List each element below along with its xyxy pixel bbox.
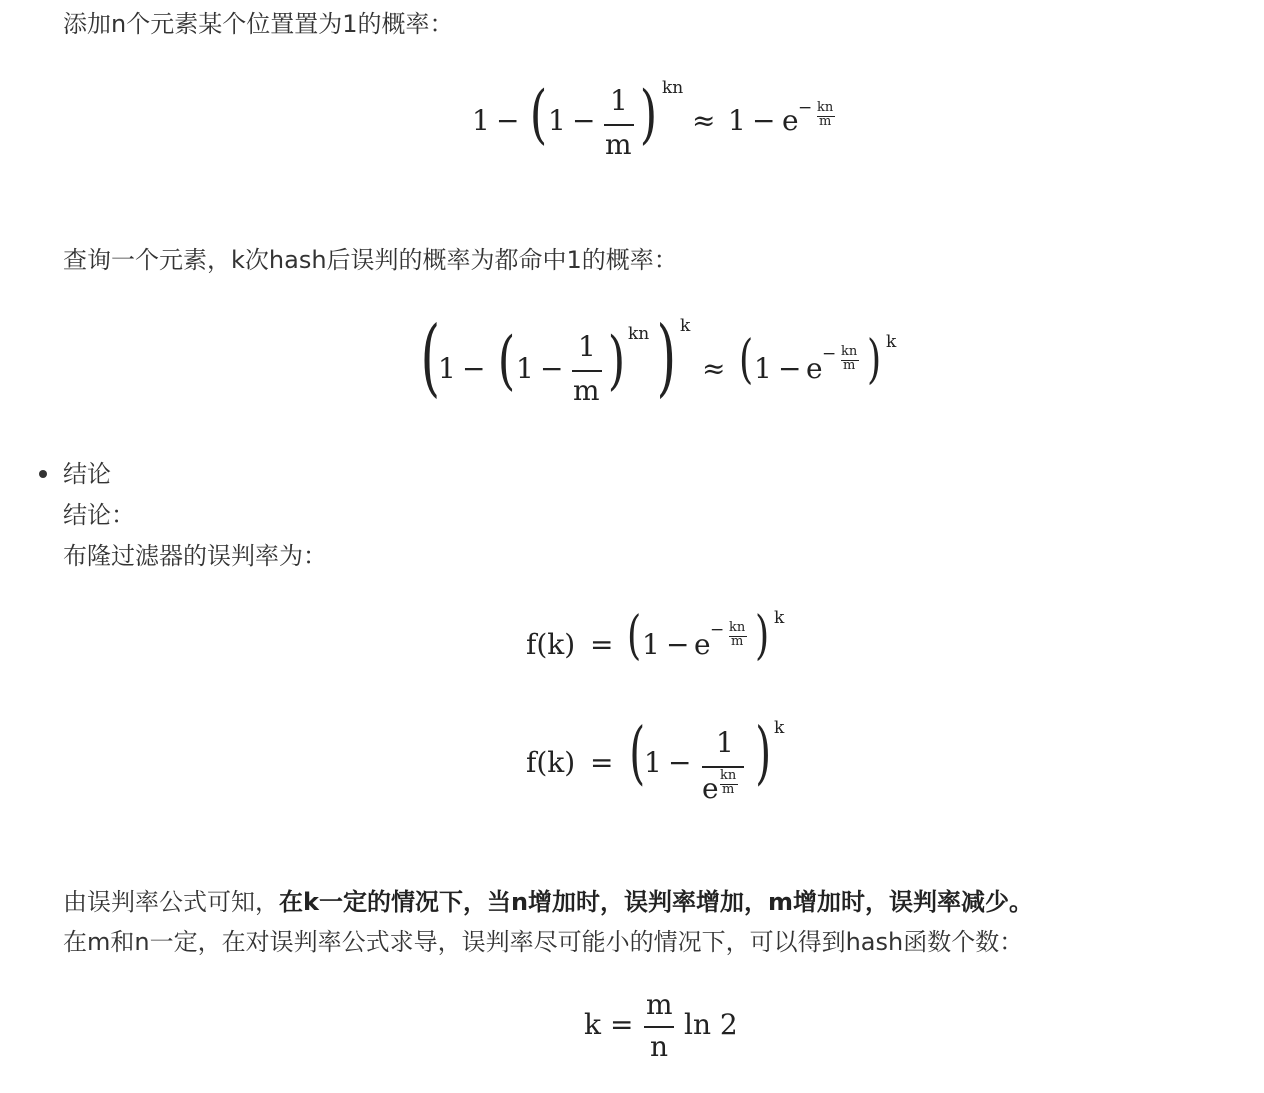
paragraph-add-n-elements: 添加n个元素某个位置置为1的概率： bbox=[63, 10, 454, 38]
f1-exp-kn-num: kn bbox=[817, 100, 834, 115]
f2-outer-lparen: ( bbox=[420, 308, 441, 406]
f2-rhs-exp-minus: − bbox=[822, 344, 837, 364]
f5-den-n: n bbox=[650, 1030, 669, 1063]
bullet-conclusion: 结论 bbox=[63, 460, 111, 488]
f2-one: 1 bbox=[438, 352, 456, 385]
f3-rparen: ) bbox=[755, 606, 770, 666]
f2-rhs-exp-kn: kn bbox=[841, 344, 858, 359]
f1-frac-line bbox=[604, 124, 634, 126]
f2-frac-line bbox=[572, 370, 602, 372]
f2-rhs-exp-m: m bbox=[843, 358, 856, 373]
f2-rhs-rparen: ) bbox=[867, 330, 882, 390]
f1-one-inner: 1 bbox=[548, 104, 566, 137]
f1-exp-kn: kn bbox=[662, 78, 684, 98]
f3-one: 1 bbox=[642, 628, 660, 661]
bullet-dot bbox=[39, 470, 47, 478]
formula-2 bbox=[418, 308, 918, 422]
paragraph-query-element: 查询一个元素，k次hash后误判的概率为都命中1的概率： bbox=[63, 246, 678, 274]
f2-one-inner: 1 bbox=[516, 352, 534, 385]
f4-minus: − bbox=[668, 746, 692, 779]
f3-exp-k: k bbox=[774, 608, 785, 628]
f1-lparen: ( bbox=[529, 78, 548, 152]
f4-rparen: ) bbox=[755, 714, 772, 793]
f1-minus: − bbox=[496, 104, 520, 137]
f5-num-m: m bbox=[646, 988, 673, 1021]
f1-minus-inner: − bbox=[572, 104, 596, 137]
f1-exp-minus: − bbox=[798, 98, 813, 118]
paragraph-bloom-error-rate: 布隆过滤器的误判率为： bbox=[63, 542, 327, 570]
f3-e: e bbox=[694, 628, 711, 661]
f1-e: e bbox=[782, 104, 799, 137]
f4-equals: = bbox=[590, 746, 614, 779]
f3-fk: f(k) bbox=[526, 628, 576, 661]
f4-den-exp-kn: kn bbox=[720, 768, 737, 783]
f4-frac-num: 1 bbox=[716, 726, 734, 759]
f2-inner-lparen: ( bbox=[497, 324, 516, 398]
f4-one: 1 bbox=[644, 746, 662, 779]
f2-rhs-minus: − bbox=[778, 352, 802, 385]
f3-equals: = bbox=[590, 628, 614, 661]
insight-bold: 在k一定的情况下，当n增加时，误判率增加，m增加时，误判率减少。 bbox=[279, 888, 1034, 916]
f1-exp-m-den: m bbox=[819, 114, 832, 129]
f3-exp-m: m bbox=[731, 634, 744, 649]
f2-frac-den: m bbox=[573, 374, 600, 407]
f3-minus: − bbox=[666, 628, 690, 661]
f3-exp-minus: − bbox=[710, 620, 725, 640]
insight-prefix: 由误判率公式可知， bbox=[63, 888, 279, 916]
f4-fk: f(k) bbox=[526, 746, 576, 779]
f1-frac-num: 1 bbox=[610, 84, 628, 117]
f5-k: k bbox=[584, 1008, 601, 1041]
formula-3 bbox=[526, 606, 806, 686]
f3-lparen: ( bbox=[627, 606, 642, 666]
f2-outer-rparen: ) bbox=[656, 308, 677, 406]
f2-rhs-lparen: ( bbox=[739, 330, 754, 390]
f1-frac-den: m bbox=[605, 128, 632, 161]
f2-minus: − bbox=[462, 352, 486, 385]
formula-4 bbox=[526, 714, 806, 818]
paragraph-conclusion: 结论： bbox=[63, 501, 135, 529]
f2-rhs-one: 1 bbox=[754, 352, 772, 385]
paragraph-formula-insight bbox=[63, 882, 1033, 922]
f1-one: 1 bbox=[472, 104, 490, 137]
f2-approx: ≈ bbox=[702, 352, 726, 385]
f4-lparen: ( bbox=[629, 714, 646, 793]
f2-exp-kn: kn bbox=[628, 324, 650, 344]
formula-5 bbox=[584, 988, 744, 1068]
f2-minus-inner: − bbox=[540, 352, 564, 385]
f2-rhs-exp-k: k bbox=[886, 332, 897, 352]
f1-minus-rhs: − bbox=[752, 104, 776, 137]
f2-frac-num: 1 bbox=[578, 330, 596, 363]
f1-one-rhs: 1 bbox=[728, 104, 746, 137]
f5-ln2: ln 2 bbox=[684, 1008, 738, 1041]
f5-equals: = bbox=[610, 1008, 634, 1041]
f1-approx: ≈ bbox=[692, 104, 716, 137]
paragraph-hash-count: 在m和n一定，在对误判率公式求导，误判率尽可能小的情况下，可以得到hash函数个数： bbox=[63, 928, 1024, 956]
formula-1 bbox=[472, 72, 852, 172]
f3-exp-kn: kn bbox=[729, 620, 746, 635]
f5-frac-line bbox=[644, 1026, 674, 1028]
f4-exp-k: k bbox=[774, 718, 785, 738]
f2-exp-k: k bbox=[680, 316, 691, 336]
f4-den-exp-m: m bbox=[722, 782, 735, 797]
f1-rparen: ) bbox=[639, 78, 658, 152]
f4-den-e: e bbox=[702, 772, 719, 805]
f2-rhs-e: e bbox=[806, 352, 823, 385]
f2-inner-rparen: ) bbox=[607, 324, 626, 398]
